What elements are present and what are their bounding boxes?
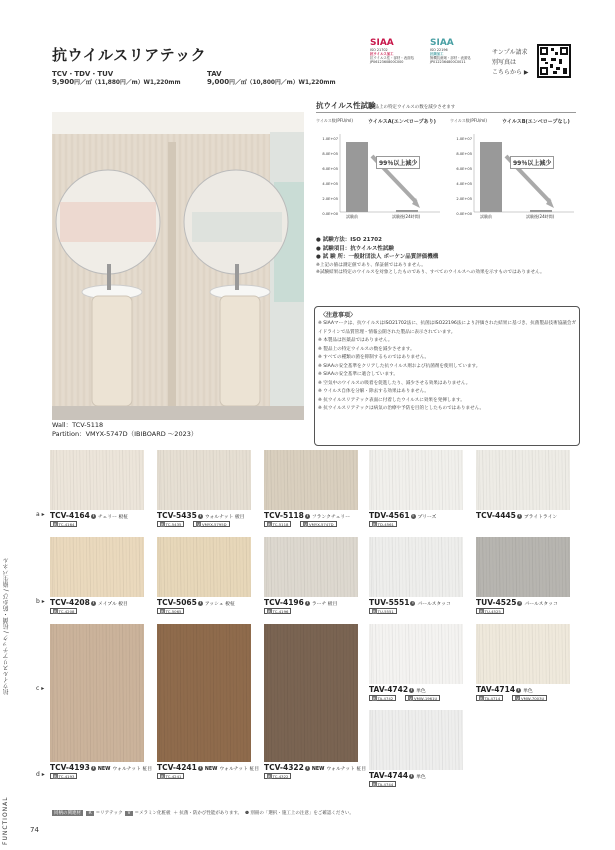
caption-partition: Partition：VMYX-5747D（IBIBOARD ～2023） (52, 430, 198, 438)
room-photo (52, 112, 304, 420)
product-desc: パールスタッコ (524, 602, 558, 607)
legend-book: ❶ 別冊の「選択・施工上の注意」をご確認ください。 (244, 811, 354, 816)
product-code: TDV-4561 (369, 511, 410, 520)
chart-virus-a (316, 116, 442, 232)
product-name (369, 685, 426, 694)
notice-icon: ! (517, 687, 520, 692)
swatch-tcv-4445 (476, 450, 570, 510)
product-desc: ウォルナット 板目 (204, 515, 245, 520)
product-desc: フランクチェリー (311, 515, 351, 520)
sample-line-3: こちらから ▶ (492, 69, 529, 76)
product-code: TAV-4714 (476, 685, 516, 694)
chart-title: ウイルスB(エンベロープなし) (502, 119, 570, 125)
product-code: TAV-4744 (369, 771, 409, 780)
product-desc: メイプル 板目 (97, 602, 128, 607)
chart-title: ウイルスA(エンベロープあり) (368, 119, 436, 125)
page-title: 抗ウイルスリアテック (52, 46, 207, 64)
caution-item: ※ 空気中のウイルスの吸着を促進したり、減少させる効果はありません。 (318, 380, 471, 386)
bar-before (346, 142, 368, 212)
product-code: TCV-4164 (50, 511, 90, 520)
product-name (50, 763, 152, 772)
price-line-2-value: 9,000 (207, 78, 230, 86)
product-name (157, 763, 259, 772)
product-code: TCV-4445 (476, 511, 516, 520)
side-index (0, 505, 14, 850)
notice-icon: ! (306, 513, 309, 518)
related-code: R TC-5118 (264, 521, 291, 527)
price-line-1 (52, 70, 181, 87)
chart-reduction: 99％以上減少 (376, 156, 420, 169)
product-desc: 単色 (523, 689, 533, 694)
related-code: R TA-4742 (369, 695, 396, 701)
caution-item: ※ SIAAマークは、抗ウイルスはISO21702法に、抗菌はISO22196法により評価された結果に基づき、抗菌製品技術協議会ガイドラインで品質管理・情報公開された製品に表示されています。 (318, 321, 577, 335)
notice-icon: ! (199, 600, 202, 605)
chart-yticks: 1.0E+07 8.0E+05 6.0E+05 4.0E+05 2.0E+05 0.0E+00 (322, 137, 338, 216)
caution-item: ※ すべての種類の菌を抑制するものではありません。 (318, 355, 430, 360)
related-code: R TC-4196 (264, 608, 291, 614)
chart-x-after: 試験後(24時間) (526, 214, 555, 219)
related-code: R TC-4241 (157, 773, 184, 779)
product-name (369, 771, 426, 780)
note-2: ※試験結果は特定のウイルスを対象としたものであり、すべてのウイルスへの効果を示すものではありません。 (316, 270, 545, 276)
notice-icon: ! (306, 765, 309, 770)
product-desc: チェリー 板柾 (97, 515, 129, 520)
product-name (264, 511, 350, 520)
related-code: R TC-4164 (50, 521, 77, 527)
product-code: TCV-4241 (157, 763, 197, 772)
legend (52, 810, 354, 816)
new-badge: NEW (204, 767, 218, 772)
related-code: R TA-4744 (369, 781, 396, 787)
new-badge: NEW (97, 767, 111, 772)
product-name (264, 598, 337, 607)
product-code: TCV-5118 (264, 511, 304, 520)
caution-item: ※ ウイルス自体を分解・除去する効果はありません。 (318, 389, 429, 394)
swatch-tcv-4208 (50, 537, 144, 597)
product-code: TCV-5065 (157, 598, 197, 607)
bar-after (396, 210, 418, 212)
related-code: R TC-4193 (50, 773, 77, 779)
note-1: ※上記の値は測定値であり、保証値ではありません。 (316, 263, 426, 268)
qr-code-icon[interactable] (537, 44, 571, 78)
product-name (369, 511, 436, 520)
product-name (157, 598, 235, 607)
swatch-tcv-5118 (264, 450, 358, 510)
caution-list (318, 320, 578, 414)
product-desc: ウォルナット 柾目 (219, 767, 260, 772)
swatch-tav-4714 (476, 624, 570, 684)
bar-after (530, 210, 552, 212)
product-name (157, 511, 245, 520)
product-name (50, 511, 128, 520)
siaa-logo: SIAA (430, 38, 454, 48)
related-code: R TU-4525 (476, 608, 504, 614)
related-code: R TC-4208 (50, 608, 77, 614)
siaa-desc2: 抗ウイルス性・部材・表面処 (370, 56, 414, 60)
bullet-method: ● 試験方法：ISO 21702 (316, 237, 382, 243)
swatch-tcv-4164 (50, 450, 144, 510)
product-desc: プリーズ (417, 515, 437, 520)
caution-heading: 〈注意事項〉 (320, 312, 357, 319)
test-notes (316, 262, 578, 277)
swatch-tcv-5435 (157, 450, 251, 510)
chart-ylabel: ウイルス数(PFU/ml) (316, 118, 353, 123)
row-label-d: d ▸ (36, 771, 45, 778)
product-name (476, 685, 533, 694)
siaa-desc: 抗菌加工 (430, 52, 444, 56)
product-code: TUV-5551 (369, 598, 410, 607)
notice-icon: ! (519, 600, 521, 605)
notice-icon: ! (410, 773, 413, 778)
swatch-tcv-5065 (157, 537, 251, 597)
price-line-1-value: 9,900 (52, 78, 75, 86)
siaa-code: ISO 21702 (370, 48, 388, 52)
row-label-c: c ▸ (36, 685, 45, 692)
siaa-logo: SIAA (370, 38, 394, 48)
notice-icon: ! (306, 600, 309, 605)
chart-yticks: 1.0E+07 8.0E+05 6.0E+05 4.0E+05 2.0E+05 0.0E+00 (456, 137, 472, 216)
siaa-desc2: 無機抗菌剤・部材・表面処 (430, 56, 471, 60)
sample-line-2: 別写真は (492, 59, 517, 66)
siaa-badge-antivirus (370, 38, 430, 64)
side-category: FUNCTIONAL (2, 796, 9, 845)
related-code: R TD-4561 (369, 521, 397, 527)
product-desc: ウォルナット 柾目 (326, 767, 367, 772)
product-desc: アッシュ 板柾 (204, 602, 235, 607)
legend-label: 同柄の関連材 (54, 811, 81, 816)
notice-icon: ! (92, 513, 95, 518)
related-code: V VMW-1961U (405, 695, 440, 701)
page-number: 74 (30, 826, 39, 834)
legend-r-key: R (88, 811, 92, 816)
product-desc: ウォルナット 柾目 (112, 767, 153, 772)
bar-before (480, 142, 502, 212)
product-name (50, 598, 128, 607)
notice-icon: ! (199, 513, 202, 518)
swatch-tuv-4525 (476, 537, 570, 597)
product-desc: 単色 (416, 689, 426, 694)
swatch-tcv-4193 (50, 624, 144, 762)
price-line-2-label: TAV (207, 70, 222, 78)
siaa-badge-antibacterial (430, 38, 490, 64)
row-label-a: a ▸ (36, 511, 45, 518)
chart-x-before: 試験前 (346, 214, 358, 219)
product-desc: 単色 (416, 775, 426, 780)
caution-item: ※ 製品上の特定ウイルスの数を減少させます。 (318, 346, 415, 352)
swatch-tcv-4241 (157, 624, 251, 762)
related-code: V VMYX-5795D (193, 521, 229, 527)
swatch-tuv-5551 (369, 537, 463, 597)
product-name (369, 598, 451, 607)
sample-request-link[interactable] (492, 48, 529, 78)
product-code: TAV-4742 (369, 685, 409, 694)
row-label-b: b ▸ (36, 598, 45, 605)
caution-item: ※ SIAAの安全基準に適合しています。 (318, 372, 398, 377)
product-desc: パールスタッコ (417, 602, 451, 607)
caution-item: ※ SIAAの安全基準をクリアした抗ウイルス剤および抗菌剤を使用しています。 (318, 363, 481, 369)
swatch-tcv-4196 (264, 537, 358, 597)
related-code: R TC-5065 (157, 608, 184, 614)
price-line-2 (207, 70, 336, 87)
chart-ylabel: ウイルス数(PFU/ml) (450, 118, 487, 123)
notice-icon: ! (92, 765, 95, 770)
swatch-tcv-4322 (264, 624, 358, 762)
caution-item: ※ 抗ウイルスリアテックは病気の治療や予防を目的としたものではありません。 (318, 406, 485, 411)
photo-caption (52, 421, 197, 439)
caution-item: ※ 抗ウイルスリアテック表面に付着したウイルスに効果を発揮します。 (318, 397, 465, 403)
sample-line-1: サンプル請求 (492, 49, 528, 56)
notice-icon: ! (410, 687, 413, 692)
product-code: TCV-5435 (157, 511, 197, 520)
siaa-id: JP0122364800C0011 (430, 60, 466, 64)
product-desc: ラーチ 板目 (311, 602, 338, 607)
siaa-desc: 抗ウイルス加工 (370, 52, 394, 56)
swatch-tav-4742 (369, 624, 463, 684)
siaa-id: JP0612360800C000 (370, 60, 404, 64)
bullet-lab: ● 試 験 所：一般財団法人 ボーケン品質評価機構 (316, 254, 439, 260)
badge-note: 製品上の特定ウイルスの数を減少させます (370, 105, 456, 110)
related-code: R TU-5551 (369, 608, 397, 614)
siaa-code: ISO 22196 (430, 48, 448, 52)
caution-item: ※ 本製品は医薬品ではありません。 (318, 338, 393, 343)
price-line-1-label: TCV・TDV・TUV (52, 70, 114, 78)
product-code: TCV-4196 (264, 598, 304, 607)
notice-icon: ! (412, 513, 414, 518)
related-code: R TA-4714 (476, 695, 503, 701)
notice-icon: ! (92, 600, 95, 605)
test-bullets (316, 236, 438, 262)
caption-wall: Wall：TCV-5118 (52, 421, 104, 429)
legend-plus: ＋ 抗菌・防かび性能があります。 (173, 811, 242, 816)
legend-v-text: ＝メラミン化粧板 (134, 811, 171, 816)
product-code: TCV-4193 (50, 763, 90, 772)
legend-r-text: ＝リアテック (95, 811, 123, 816)
related-code: V VMYX-5747D (300, 521, 336, 527)
swatch-tdv-4561 (369, 450, 463, 510)
side-brand: 抗ウイルスリアテック / 抗菌・防かび / 衛生パネル (3, 557, 10, 695)
product-code: TUV-4525 (476, 598, 517, 607)
product-code: TCV-4322 (264, 763, 304, 772)
notice-icon: ! (518, 513, 521, 518)
section-heading: 抗ウイルス性試験 (316, 100, 576, 113)
related-code: V VMW-7003U (512, 695, 547, 701)
related-code: R TC-5435 (157, 521, 184, 527)
new-badge: NEW (311, 767, 325, 772)
product-name (264, 763, 366, 772)
chart-x-before: 試験前 (480, 214, 492, 219)
swatch-tav-4744 (369, 710, 463, 770)
product-desc: ブライトライン (523, 515, 558, 520)
chart-x-after: 試験後(24時間) (392, 214, 421, 219)
notice-icon: ! (199, 765, 202, 770)
legend-v-key: V (127, 811, 131, 816)
related-code: R TC-4322 (264, 773, 291, 779)
product-code: TCV-4208 (50, 598, 90, 607)
product-name (476, 511, 557, 520)
notice-icon: ! (412, 600, 414, 605)
price-line-2-unit: 円／㎡（10,800円／m）W1,220mm (229, 80, 336, 86)
bullet-item: ● 試験項目：抗ウイルス性試験 (316, 245, 394, 252)
product-name (476, 598, 558, 607)
price-line-1-unit: 円／㎡（11,880円／m）W1,220mm (74, 80, 181, 86)
chart-virus-b (450, 116, 576, 232)
chart-reduction: 99％以上減少 (510, 156, 554, 169)
